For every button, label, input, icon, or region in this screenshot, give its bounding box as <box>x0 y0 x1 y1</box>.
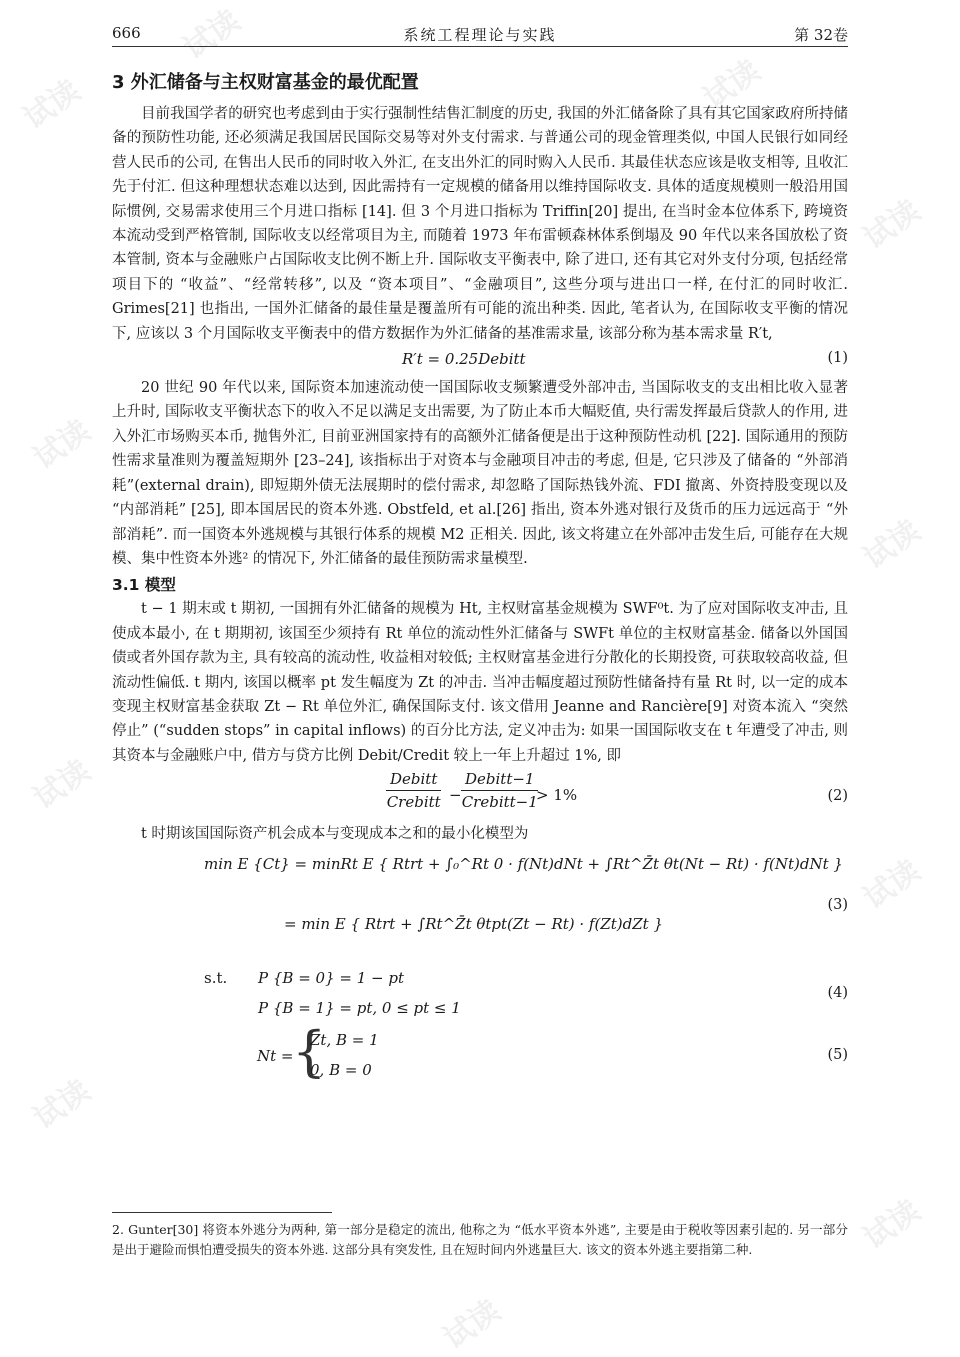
fraction-debit-credit <box>386 770 441 811</box>
watermark-text: 试读 <box>437 1293 507 1357</box>
case-line: 0, B = 0 <box>310 1060 372 1079</box>
equation-2 <box>112 768 848 822</box>
journal-title: 系统工程理论与实践 <box>403 26 557 44</box>
body-content <box>112 64 848 1093</box>
equation-number: (4) <box>827 984 848 1001</box>
volume-label: 第 32卷 <box>794 26 848 44</box>
left-brace-icon: { <box>292 1019 327 1083</box>
fraction-numerator: Debitt <box>386 770 441 791</box>
equation-3 <box>112 847 848 965</box>
fraction-denominator: Crebitt−1 <box>461 793 538 812</box>
footnote-rule <box>112 1212 332 1213</box>
watermark-text: 试读 <box>27 413 97 477</box>
running-header <box>112 20 848 47</box>
watermark-text: 试读 <box>177 3 247 67</box>
section-title: 3 外汇储备与主权财富基金的最优配置 <box>112 72 419 93</box>
constraint-line: P {B = 0} = 1 − pt <box>258 968 405 987</box>
body-paragraph: t − 1 期末或 t 期初, 一国拥有外汇储备的规模为 Ht, 主权财富基金规模为 SWF⁰t. 为了应对国际收支冲击, 且使成本最小, 在 t 期期初, 该国至少须持有 Rt 单位的流动性外汇储备与 SWFt 单位的主权财富基金. 储备以外国国债或者外国存款为主, 具有较高的流动性, 收益相对较低; 主权财富基金进行分散化的长期投资, 可获取较高收益, 但流动性偏低. t 期内, 该国以概率 pt 发生幅度为 Zt 的冲击. 当冲击幅度超过预防性储备持有量 Rt 时, 以一定的成本变现主权财富基金获取 Zt − Rt 单位外汇, 确保国际支付. 该文借用 Jeanne and Rancière[9] 对资本流入 “突然停止” (“sudden stops” in capital inflows) 的百分比方法, 定义冲击为: 如果一国国际收支在 t 年遭受了冲击, 则其资本与金融账户中, 借方与贷方比例 Debit/Credit 较上一年上升超过 1%, 即 <box>112 601 848 764</box>
watermark-text: 试读 <box>27 1073 97 1137</box>
watermark-text: 试读 <box>27 753 97 817</box>
watermark-text: 试读 <box>857 193 927 257</box>
watermark-text: 试读 <box>857 513 927 577</box>
equation-5 <box>112 1019 848 1093</box>
footnote: 2. Gunter[30] 将资本外逃分为两种, 第一部分是稳定的流出, 他称之为 “低水平资本外逃”, 主要是由于税收等因素引起的. 另一部分是出于避险而惧怕遭受损失的资本外逃. 这部分具有突发性, 且在短时间内外逃量巨大. 该文的资本外逃主要指第二种. <box>112 1222 848 1257</box>
equation-number: (3) <box>827 896 848 913</box>
subject-to-label: s.t. <box>204 968 228 987</box>
watermark-text: 试读 <box>17 73 87 137</box>
inequality-rhs: > 1% <box>536 786 578 805</box>
equation-1 <box>112 346 848 376</box>
watermark-text: 试读 <box>697 53 767 117</box>
page-number: 666 <box>112 24 141 42</box>
body-paragraph: t 时期该国国际资产机会成本与变现成本之和的最小化模型为 <box>141 826 529 843</box>
fraction-debit-credit-lag <box>461 770 538 811</box>
equation-number: (1) <box>827 350 848 367</box>
equation-number: (2) <box>827 788 848 805</box>
watermark-text: 试读 <box>857 853 927 917</box>
equation-lhs: Nt = <box>257 1046 294 1065</box>
case-line: Zt, B = 1 <box>310 1030 379 1049</box>
body-paragraph: 20 世纪 90 年代以来, 国际资本加速流动使一国国际收支频繁遭受外部冲击, 当国际收支的支出相比收入显著上升时, 国际收支平衡状态下的收入不足以满足支出需要, 为了防止本币大幅贬值, 央行需发挥最后贷款人的作用, 进入外汇市场购买本币, 抛售外汇, 目前亚洲国家持有的高额外汇储备便是出于这种预防性动机 [22]. 国际通用的预防性需求量准则为覆盖短期外 [23–24], 该指标出于对资本与金融项目冲击的考虑, 但是, 它只涉及了储备的 “外部消耗”(external drain), 即短期外债无法展期时的偿付需求, 却忽略了国际热钱外流、FDI 撤离、外资持股变现以及 “内部消耗” [25], 即本国居民的资本外逃. Obstfeld, et al.[26] 指出, 资本外逃对银行及货币的压力远远高于 “外部消耗”. 而一国资本外逃规模与其银行体系的规模 M2 正相关. 因此, 该文将建立在外部冲击发生后, 可能存在大规模、集中性资本外逃² 的情况下, 外汇储备的最佳预防需求量模型. <box>112 380 848 567</box>
equation-number: (5) <box>827 1046 848 1063</box>
equation-line: min E {Ct} = minRt E { Rtrt + ∫₀^Rt 0 · f(Nt)dNt + ∫Rt^Z̄t θt(Nt − Rt) · f(Nt)dNt } <box>204 854 843 873</box>
subsection-title: 3.1 模型 <box>112 576 176 595</box>
minus-sign: − <box>449 786 462 805</box>
fraction-denominator: Crebitt <box>386 793 441 812</box>
constraint-line: P {B = 1} = pt, 0 ≤ pt ≤ 1 <box>258 998 461 1017</box>
equation-expression: R′t = 0.25Debitt <box>402 350 526 369</box>
equation-4 <box>112 965 848 1027</box>
fraction-numerator: Debitt−1 <box>461 770 538 791</box>
watermark-text: 试读 <box>857 1193 927 1257</box>
equation-line: = min E { Rtrt + ∫Rt^Z̄t θtpt(Zt − Rt) · f(Zt)dZt } <box>284 914 664 933</box>
body-paragraph: 目前我国学者的研究也考虑到由于实行强制性结售汇制度的历史, 我国的外汇储备除了具有其它国家政府所持储备的预防性功能, 还必须满足我国居民国际交易等对外支付需求. 与普通公司的现金管理类似, 中国人民银行如同经营人民币的公司, 在售出人民币的同时收入外汇, 在支出外汇的同时购入人民币. 其最佳状态应该是收支相等, 且收汇先于付汇. 但这种理想状态难以达到, 因此需持有一定规模的储备用以维持国际收支. 具体的适度规模则一般沿用国际惯例, 交易需求使用三个月进口指标 [14]. 但 3 个月进口指标为 Triffin[20] 提出, 在当时金本位体系下, 跨境资本流动受到严格管制, 国际收支以经常项目为主, 而随着 1973 年布雷顿森林体系倒塌及 90 年代以来各国放松了资本管制, 资本与金融账户占国际收支比例不断上升. 国际收支平衡表中, 除了进口, 还有其它对外支付分项, 包括经常项目下的 “收益”、“经常转移”, 以及 “资本项目”、“金融项目”, 这些分项与进出口一样, 在付汇的同时收汇. Grimes[21] 也指出, 一国外汇储备的最佳量是覆盖所有可能的流出种类. 因此, 笔者认为, 在国际收支平衡的情况下, 应该以 3 个月国际收支平衡表中的借方数据作为外汇储备的基准需求量, 该部分称为基本需求量 R′t, <box>112 106 848 342</box>
